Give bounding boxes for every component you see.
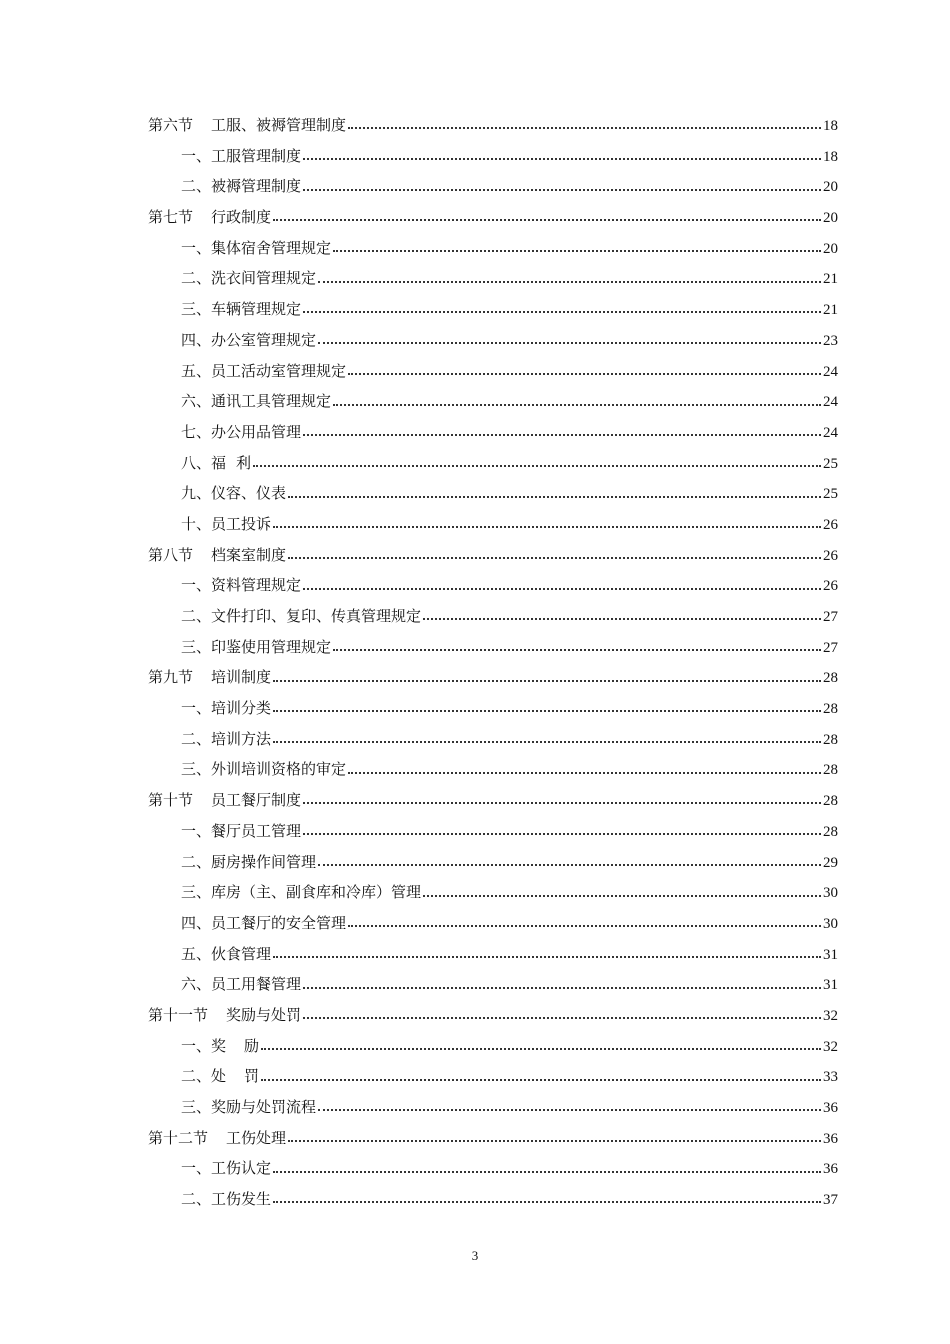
toc-dot-leader [261,1048,821,1050]
toc-entry-label [148,662,271,693]
toc-subsection-entry[interactable] [148,448,838,479]
toc-entry-page: 28 [823,731,838,748]
toc-subsection-entry[interactable] [148,1092,838,1123]
toc-entry-title: 仪容、仪表 [211,484,287,503]
toc-subsection-entry[interactable] [148,325,838,356]
toc-entry-page: 28 [823,823,838,840]
toc-entry-number: 一、 [181,1159,212,1178]
toc-entry-number: 第十二节 [148,1128,209,1147]
toc-dot-leader [333,649,821,651]
toc-entry-page: 20 [823,179,838,196]
toc-entry-number: 五、 [181,944,212,963]
toc-dot-leader [253,465,821,467]
toc-entry-number: 一、 [181,821,212,840]
toc-dot-leader [303,189,821,191]
toc-dot-leader [288,557,821,559]
toc-entry-number: 一、 [181,576,212,595]
toc-entry-page: 18 [823,148,838,165]
toc-entry-label [181,877,421,908]
toc-entry-label [148,540,286,571]
toc-entry-title: 库房（主、副食库和冷库）管理 [211,883,422,902]
toc-subsection-entry[interactable] [148,816,838,847]
toc-entry-label [181,171,301,202]
toc-entry-title: 奖励与处罚流程 [211,1098,317,1116]
toc-entry-page: 25 [823,486,838,503]
toc-entry-title: 车辆管理规定 [211,300,302,319]
toc-entry-number: 六、 [181,392,212,411]
toc-entry-page: 28 [823,793,838,810]
toc-entry-number: 第七节 [148,208,194,227]
toc-section-entry[interactable] [148,662,838,693]
toc-dot-leader [261,1079,821,1081]
toc-entry-title: 行政制度 [211,208,272,227]
toc-dot-leader [303,802,821,804]
toc-dot-leader [423,895,821,897]
toc-entry-label [148,1000,301,1031]
toc-entry-title: 资料管理规定 [211,576,302,595]
toc-entry-page: 36 [823,1130,838,1147]
toc-subsection-entry[interactable] [148,417,838,448]
toc-entry-label [181,969,301,1000]
toc-entry-label [181,325,316,356]
toc-entry-title: 员工活动室管理规定 [211,361,347,380]
toc-subsection-entry[interactable] [148,969,838,1000]
toc-section-entry[interactable] [148,1000,838,1031]
toc-entry-title: 办公室管理规定 [211,330,317,349]
toc-entry-page: 24 [823,424,838,441]
toc-entry-number: 二、 [181,729,212,748]
toc-entry-number: 一、 [181,699,212,718]
toc-subsection-entry[interactable] [148,1184,838,1215]
toc-entry-page: 26 [823,547,838,564]
toc-subsection-entry[interactable] [148,478,838,509]
toc-entry-number: 一、 [181,1036,212,1055]
toc-subsection-entry[interactable] [148,570,838,601]
toc-entry-number: 四、 [181,913,212,932]
toc-entry-number: 第十节 [148,791,194,810]
toc-entry-page: 28 [823,701,838,718]
toc-dot-leader [303,987,821,989]
toc-entry-number: 五、 [181,361,212,380]
toc-entry-page: 21 [823,302,838,319]
toc-subsection-entry[interactable] [148,1031,838,1062]
toc-section-entry[interactable] [148,110,838,141]
toc-dot-leader [303,833,821,835]
toc-subsection-entry[interactable] [148,754,838,785]
toc-entry-title: 伙食管理 [211,944,272,963]
toc-entry-label [148,785,301,816]
toc-entry-label [148,1123,286,1154]
toc-entry-page: 30 [823,915,838,932]
toc-entry-title: 培训制度 [211,668,272,687]
toc-entry-label [181,939,271,970]
toc-entry-number: 一、 [181,146,212,165]
toc-subsection-entry[interactable] [148,356,838,387]
toc-entry-page: 32 [823,1038,838,1055]
toc-dot-leader [303,311,821,313]
toc-dot-leader [303,588,821,590]
toc-dot-leader [273,1171,821,1173]
toc-entry-title: 奖励与处罚 [226,1005,302,1024]
toc-entry-page: 36 [823,1100,838,1116]
toc-entry-label [181,693,271,724]
toc-subsection-entry[interactable] [148,294,838,325]
toc-entry-title: 员工投诉 [211,514,272,533]
toc-entry-page: 18 [823,118,838,134]
toc-entry-page: 29 [823,854,838,871]
toc-entry-page: 37 [823,1192,838,1209]
toc-entry-page: 25 [823,455,838,472]
toc-dot-leader [348,925,821,927]
toc-dot-leader [303,1017,821,1019]
toc-entry-page: 21 [823,271,838,288]
toc-subsection-entry[interactable] [148,724,838,755]
toc-entry-title: 外训培训资格的审定 [211,760,347,779]
toc-subsection-entry[interactable] [148,141,838,172]
toc-dot-leader [273,1201,821,1203]
toc-entry-title: 集体宿舍管理规定 [211,238,332,257]
toc-entry-label [148,110,346,141]
toc-entry-title: 被褥管理制度 [211,177,302,196]
table-of-contents [148,110,838,1215]
toc-section-entry[interactable] [148,540,838,571]
toc-entry-label [181,601,421,632]
toc-entry-number: 第九节 [148,668,194,687]
toc-entry-number: 四、 [181,330,212,349]
toc-section-entry[interactable] [148,1123,838,1154]
toc-entry-number: 三、 [181,1098,212,1116]
toc-dot-leader [273,956,821,958]
toc-entry-label [181,1092,316,1123]
page-number: 3 [471,1248,479,1263]
toc-entry-label [181,908,346,939]
toc-subsection-entry[interactable] [148,1061,838,1092]
toc-entry-label [181,1061,259,1092]
toc-entry-number: 二、 [181,1190,212,1209]
toc-dot-leader [318,281,821,283]
toc-entry-title: 工服、被褥管理制度 [211,116,347,134]
toc-subsection-entry[interactable] [148,632,838,663]
toc-subsection-entry[interactable] [148,693,838,724]
toc-entry-title: 员工餐厅的安全管理 [211,913,347,932]
toc-entry-page: 27 [823,639,838,656]
toc-entry-label [181,1153,271,1184]
toc-dot-leader [303,158,821,160]
toc-entry-label [181,847,316,878]
toc-dot-leader [273,710,821,712]
toc-entry-title: 员工用餐管理 [211,975,302,994]
toc-dot-leader [318,1109,821,1111]
toc-entry-label [181,570,301,601]
toc-dot-leader [423,618,821,620]
toc-entry-page: 26 [823,516,838,533]
toc-entry-label [181,233,331,264]
toc-entry-title: 工服管理制度 [211,146,302,165]
toc-entry-page: 28 [823,670,838,687]
toc-entry-number: 八、 [181,453,212,472]
toc-entry-label [181,478,286,509]
toc-entry-title: 培训方法 [211,729,272,748]
toc-entry-number: 三、 [181,300,212,319]
toc-entry-page: 33 [823,1069,838,1086]
toc-dot-leader [273,219,821,221]
toc-entry-page: 27 [823,609,838,625]
toc-entry-title: 工伤处理 [226,1128,287,1147]
toc-section-entry[interactable] [148,202,838,233]
toc-entry-label [181,754,346,785]
toc-subsection-entry[interactable] [148,171,838,202]
toc-subsection-entry[interactable] [148,601,838,632]
toc-subsection-entry[interactable] [148,509,838,540]
toc-entry-title: 文件打印、复印、传真管理规定 [211,607,422,625]
toc-entry-label [181,263,316,294]
toc-subsection-entry[interactable] [148,1153,838,1184]
toc-entry-label [181,1031,259,1062]
toc-entry-page: 26 [823,578,838,595]
toc-entry-page: 20 [823,210,838,227]
toc-subsection-entry[interactable] [148,263,838,294]
toc-dot-leader [348,772,821,774]
toc-entry-label [181,448,251,479]
toc-entry-page: 36 [823,1161,838,1178]
toc-entry-title: 奖 励 [211,1036,260,1055]
toc-dot-leader [273,741,821,743]
toc-entry-number: 七、 [181,422,212,441]
toc-entry-page: 28 [823,762,838,779]
toc-entry-page: 30 [823,885,838,902]
toc-entry-number: 二、 [181,852,212,871]
toc-entry-title: 处 罚 [211,1067,260,1086]
toc-entry-title: 厨房操作间管理 [211,852,317,871]
toc-dot-leader [348,373,821,375]
toc-entry-title: 办公用品管理 [211,422,302,441]
toc-subsection-entry[interactable] [148,877,838,908]
toc-entry-page: 31 [823,946,838,963]
toc-entry-title: 通讯工具管理规定 [211,392,332,411]
toc-dot-leader [273,680,821,682]
toc-entry-label [181,724,271,755]
toc-subsection-entry[interactable] [148,847,838,878]
toc-entry-number: 三、 [181,760,212,779]
toc-entry-title: 培训分类 [211,699,272,718]
toc-entry-label [181,294,301,325]
toc-dot-leader [333,250,821,252]
toc-entry-title: 工伤发生 [211,1190,272,1209]
toc-section-entry[interactable] [148,785,838,816]
toc-entry-title: 员工餐厅制度 [211,791,302,810]
toc-entry-number: 第六节 [148,116,194,134]
toc-entry-title: 印鉴使用管理规定 [211,637,332,656]
toc-dot-leader [318,342,821,344]
toc-entry-number: 六、 [181,975,212,994]
toc-entry-page: 23 [823,332,838,349]
toc-dot-leader [333,404,821,406]
toc-entry-label [181,356,346,387]
toc-dot-leader [303,434,821,436]
toc-entry-label [181,509,271,540]
toc-entry-title: 档案室制度 [211,545,287,564]
toc-entry-number: 三、 [181,883,212,902]
toc-entry-title: 餐厅员工管理 [211,821,302,840]
toc-entry-title: 工伤认定 [211,1159,272,1178]
toc-entry-label [181,1184,271,1215]
toc-entry-number: 十、 [181,514,212,533]
toc-entry-title: 洗衣间管理规定 [211,269,317,288]
toc-entry-number: 二、 [181,1067,212,1086]
toc-entry-number: 二、 [181,269,212,288]
toc-entry-number: 二、 [181,607,212,625]
toc-entry-number: 九、 [181,484,212,503]
toc-subsection-entry[interactable] [148,386,838,417]
toc-entry-label [148,202,271,233]
toc-dot-leader [273,526,821,528]
toc-entry-page: 32 [823,1007,838,1024]
toc-entry-page: 20 [823,240,838,257]
toc-entry-number: 第八节 [148,545,194,564]
toc-entry-title: 福 利 [211,453,252,472]
toc-dot-leader [288,1140,821,1142]
toc-entry-label [181,816,301,847]
toc-entry-number: 第十一节 [148,1005,209,1024]
toc-dot-leader [348,127,821,129]
toc-subsection-entry[interactable] [148,233,838,264]
toc-entry-page: 24 [823,363,838,380]
toc-subsection-entry[interactable] [148,908,838,939]
toc-entry-number: 二、 [181,177,212,196]
toc-entry-number: 三、 [181,637,212,656]
toc-entry-page: 24 [823,394,838,411]
toc-subsection-entry[interactable] [148,939,838,970]
toc-entry-label [181,632,331,663]
toc-entry-number: 一、 [181,238,212,257]
toc-dot-leader [318,864,821,866]
toc-entry-page: 31 [823,977,838,994]
toc-dot-leader [288,496,821,498]
toc-entry-label [181,417,301,448]
toc-entry-label [181,386,331,417]
toc-entry-label [181,141,301,172]
